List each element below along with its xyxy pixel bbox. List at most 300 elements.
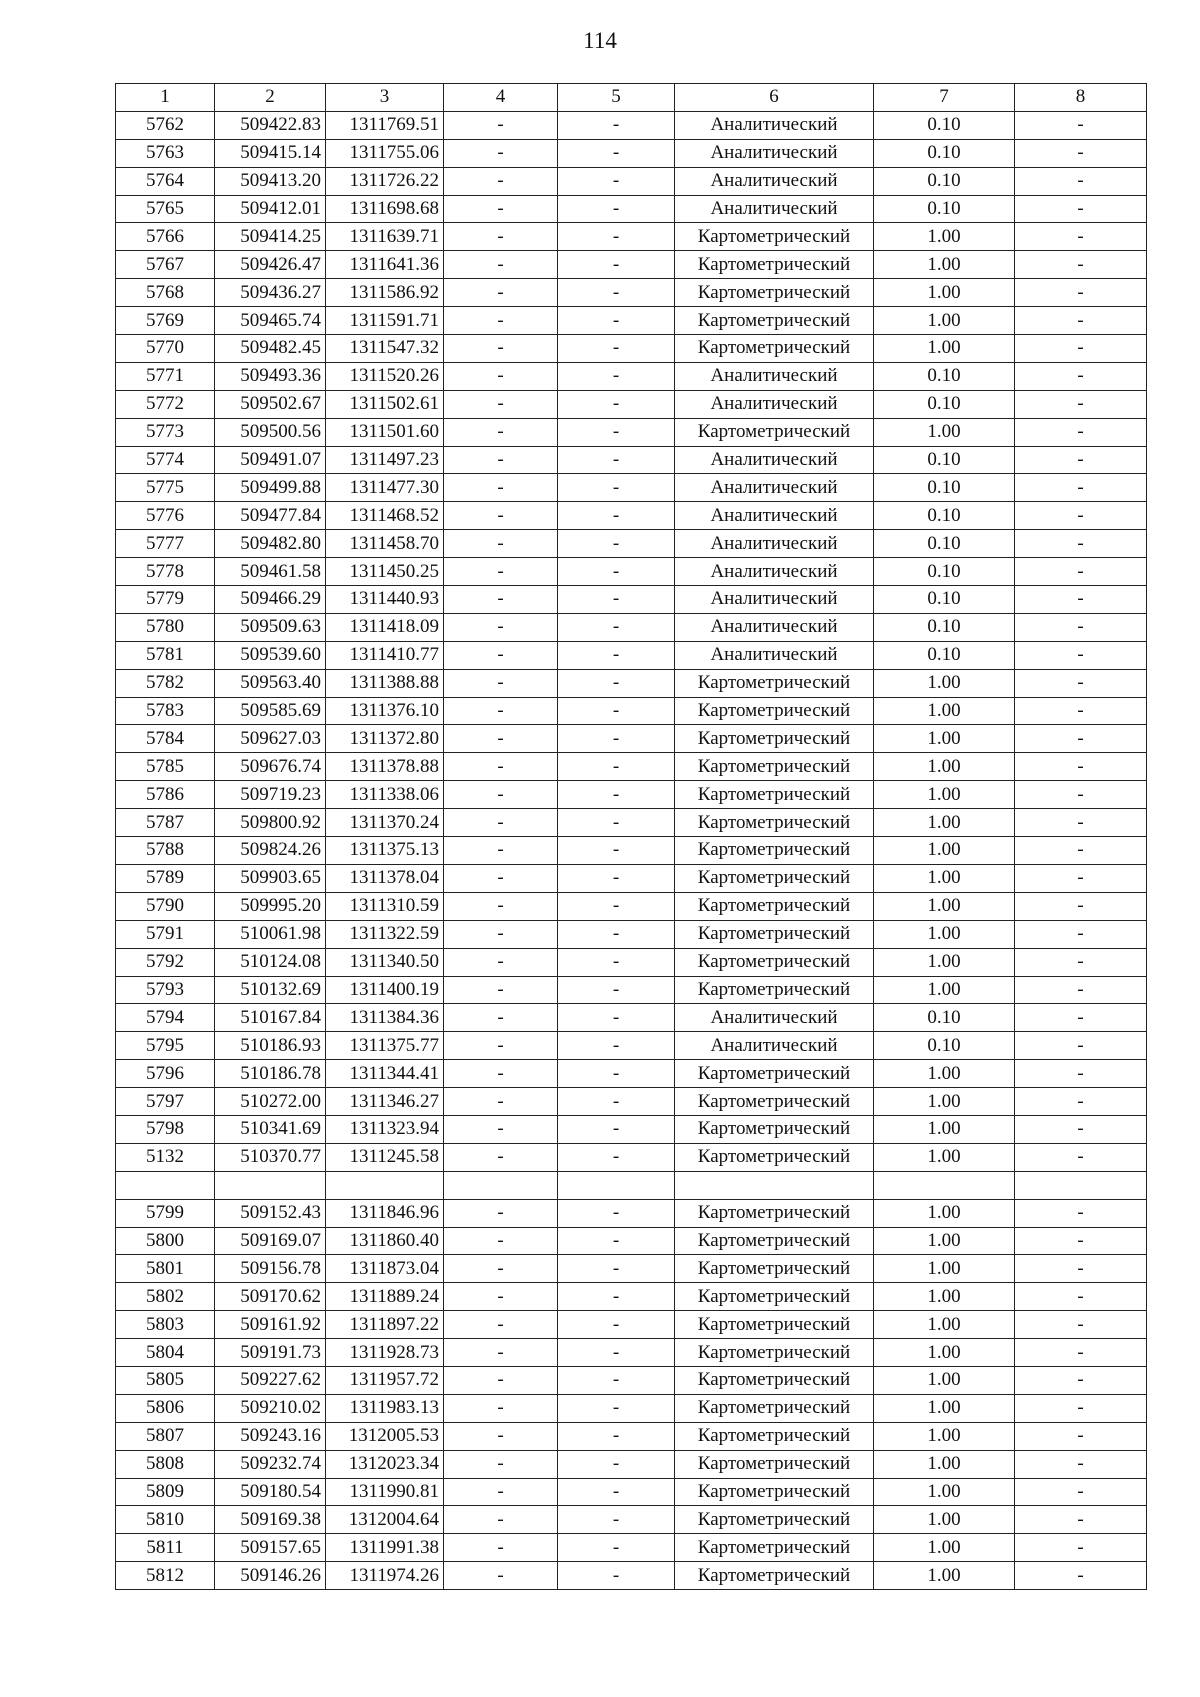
- cell-col-5: -: [558, 697, 675, 725]
- cell-point-id: 5132: [116, 1143, 215, 1171]
- cell-method: Картометрический: [675, 1506, 874, 1534]
- cell-y-coordinate: 1311502.61: [326, 390, 444, 418]
- cell-method: Аналитический: [675, 390, 874, 418]
- table-row: [116, 1171, 1147, 1199]
- table-row: [116, 167, 1147, 195]
- cell-col-8: -: [1015, 837, 1147, 865]
- cell-accuracy: 1.00: [874, 307, 1015, 335]
- cell-col-8: -: [1015, 1060, 1147, 1088]
- cell-y-coordinate: 1311344.41: [326, 1060, 444, 1088]
- cell-col-4: -: [444, 613, 558, 641]
- cell-method: Аналитический: [675, 1004, 874, 1032]
- cell-y-coordinate: 1311346.27: [326, 1088, 444, 1116]
- cell-col-8: [1015, 1171, 1147, 1199]
- cell-col-8: -: [1015, 111, 1147, 139]
- cell-method: Картометрический: [675, 837, 874, 865]
- cell-point-id: 5811: [116, 1534, 215, 1562]
- cell-col-8: -: [1015, 1255, 1147, 1283]
- cell-col-4: -: [444, 139, 558, 167]
- cell-col-5: -: [558, 1339, 675, 1367]
- cell-col-8: -: [1015, 613, 1147, 641]
- cell-y-coordinate: 1311340.50: [326, 948, 444, 976]
- cell-col-8: -: [1015, 1339, 1147, 1367]
- cell-col-4: -: [444, 586, 558, 614]
- column-header-7: 7: [874, 84, 1015, 112]
- cell-col-8: -: [1015, 1311, 1147, 1339]
- cell-x-coordinate: 509499.88: [215, 474, 326, 502]
- table-row: [116, 781, 1147, 809]
- cell-col-5: -: [558, 1115, 675, 1143]
- cell-method: Картометрический: [675, 1562, 874, 1590]
- table-row: [116, 1004, 1147, 1032]
- cell-x-coordinate: 509461.58: [215, 558, 326, 586]
- cell-accuracy: 0.10: [874, 530, 1015, 558]
- cell-y-coordinate: 1311418.09: [326, 613, 444, 641]
- cell-accuracy: 1.00: [874, 809, 1015, 837]
- cell-accuracy: 1.00: [874, 837, 1015, 865]
- cell-point-id: 5796: [116, 1060, 215, 1088]
- table-row: [116, 558, 1147, 586]
- cell-col-4: -: [444, 1088, 558, 1116]
- cell-accuracy: 1.00: [874, 948, 1015, 976]
- cell-col-5: -: [558, 976, 675, 1004]
- cell-method: Картометрический: [675, 1534, 874, 1562]
- cell-point-id: 5812: [116, 1562, 215, 1590]
- cell-point-id: 5775: [116, 474, 215, 502]
- cell-col-5: -: [558, 753, 675, 781]
- cell-point-id: 5810: [116, 1506, 215, 1534]
- table-body: [116, 111, 1147, 1589]
- cell-y-coordinate: 1311860.40: [326, 1227, 444, 1255]
- cell-point-id: 5789: [116, 864, 215, 892]
- cell-accuracy: 0.10: [874, 558, 1015, 586]
- cell-col-4: -: [444, 195, 558, 223]
- cell-col-4: -: [444, 558, 558, 586]
- cell-y-coordinate: 1311983.13: [326, 1394, 444, 1422]
- cell-col-4: -: [444, 1199, 558, 1227]
- cell-y-coordinate: 1311375.77: [326, 1032, 444, 1060]
- cell-col-8: -: [1015, 251, 1147, 279]
- cell-col-5: -: [558, 111, 675, 139]
- table-row: [116, 502, 1147, 530]
- cell-method: Аналитический: [675, 111, 874, 139]
- cell-method: Картометрический: [675, 279, 874, 307]
- cell-point-id: 5792: [116, 948, 215, 976]
- cell-accuracy: 1.00: [874, 1422, 1015, 1450]
- cell-accuracy: 1.00: [874, 1255, 1015, 1283]
- table-row: [116, 446, 1147, 474]
- cell-point-id: 5772: [116, 390, 215, 418]
- cell-col-5: -: [558, 1562, 675, 1590]
- cell-accuracy: 1.00: [874, 1227, 1015, 1255]
- table-row: [116, 307, 1147, 335]
- cell-y-coordinate: 1311323.94: [326, 1115, 444, 1143]
- cell-col-5: -: [558, 335, 675, 363]
- cell-x-coordinate: 509170.62: [215, 1283, 326, 1311]
- cell-method: Аналитический: [675, 586, 874, 614]
- cell-x-coordinate: 509414.25: [215, 223, 326, 251]
- cell-point-id: 5797: [116, 1088, 215, 1116]
- cell-x-coordinate: 510132.69: [215, 976, 326, 1004]
- cell-method: Картометрический: [675, 1088, 874, 1116]
- cell-accuracy: [874, 1171, 1015, 1199]
- cell-accuracy: 1.00: [874, 1366, 1015, 1394]
- cell-col-8: -: [1015, 1394, 1147, 1422]
- cell-col-5: -: [558, 586, 675, 614]
- cell-point-id: 5776: [116, 502, 215, 530]
- cell-col-8: -: [1015, 948, 1147, 976]
- cell-method: Аналитический: [675, 1032, 874, 1060]
- cell-col-5: -: [558, 920, 675, 948]
- column-header-3: 3: [326, 84, 444, 112]
- cell-point-id: 5777: [116, 530, 215, 558]
- cell-accuracy: 1.00: [874, 1283, 1015, 1311]
- cell-point-id: 5802: [116, 1283, 215, 1311]
- cell-method: Картометрический: [675, 1311, 874, 1339]
- cell-col-4: -: [444, 474, 558, 502]
- cell-accuracy: 1.00: [874, 1060, 1015, 1088]
- cell-x-coordinate: 509482.80: [215, 530, 326, 558]
- cell-point-id: 5762: [116, 111, 215, 139]
- cell-point-id: 5799: [116, 1199, 215, 1227]
- cell-y-coordinate: 1311698.68: [326, 195, 444, 223]
- table-row: [116, 1143, 1147, 1171]
- cell-method: Картометрический: [675, 1143, 874, 1171]
- page-number: 114: [583, 28, 617, 53]
- cell-y-coordinate: 1311501.60: [326, 418, 444, 446]
- cell-accuracy: 1.00: [874, 1534, 1015, 1562]
- cell-col-5: -: [558, 558, 675, 586]
- cell-y-coordinate: 1311755.06: [326, 139, 444, 167]
- cell-col-4: -: [444, 781, 558, 809]
- cell-point-id: 5807: [116, 1422, 215, 1450]
- cell-method: Картометрический: [675, 1255, 874, 1283]
- table-row: [116, 195, 1147, 223]
- cell-y-coordinate: 1311338.06: [326, 781, 444, 809]
- cell-accuracy: 0.10: [874, 641, 1015, 669]
- cell-x-coordinate: 509157.65: [215, 1534, 326, 1562]
- cell-col-8: -: [1015, 167, 1147, 195]
- cell-col-4: -: [444, 1506, 558, 1534]
- cell-col-5: -: [558, 1032, 675, 1060]
- cell-y-coordinate: [326, 1171, 444, 1199]
- cell-x-coordinate: 509227.62: [215, 1366, 326, 1394]
- cell-method: Картометрический: [675, 1283, 874, 1311]
- cell-col-5: -: [558, 418, 675, 446]
- cell-x-coordinate: 509676.74: [215, 753, 326, 781]
- table-row: [116, 1450, 1147, 1478]
- cell-method: Аналитический: [675, 362, 874, 390]
- cell-point-id: 5778: [116, 558, 215, 586]
- cell-x-coordinate: 509210.02: [215, 1394, 326, 1422]
- cell-y-coordinate: 1311769.51: [326, 111, 444, 139]
- table-row: [116, 474, 1147, 502]
- cell-point-id: 5764: [116, 167, 215, 195]
- table-header-row: [116, 84, 1147, 112]
- cell-col-8: -: [1015, 725, 1147, 753]
- cell-y-coordinate: 1311372.80: [326, 725, 444, 753]
- cell-x-coordinate: 510124.08: [215, 948, 326, 976]
- cell-col-8: -: [1015, 1227, 1147, 1255]
- cell-col-4: -: [444, 111, 558, 139]
- cell-point-id: 5790: [116, 892, 215, 920]
- cell-method: Картометрический: [675, 920, 874, 948]
- cell-col-5: -: [558, 809, 675, 837]
- table-row: [116, 948, 1147, 976]
- cell-col-5: -: [558, 892, 675, 920]
- cell-col-4: -: [444, 1422, 558, 1450]
- cell-method: Картометрический: [675, 418, 874, 446]
- cell-col-4: -: [444, 167, 558, 195]
- cell-col-4: -: [444, 948, 558, 976]
- cell-col-4: -: [444, 1255, 558, 1283]
- cell-accuracy: 1.00: [874, 753, 1015, 781]
- table-row: [116, 1422, 1147, 1450]
- cell-point-id: 5785: [116, 753, 215, 781]
- table-row: [116, 1478, 1147, 1506]
- cell-col-5: -: [558, 1060, 675, 1088]
- cell-col-8: -: [1015, 641, 1147, 669]
- cell-y-coordinate: 1311375.13: [326, 837, 444, 865]
- cell-col-5: -: [558, 1311, 675, 1339]
- cell-y-coordinate: 1311245.58: [326, 1143, 444, 1171]
- cell-accuracy: 1.00: [874, 335, 1015, 363]
- cell-col-8: -: [1015, 920, 1147, 948]
- cell-col-5: -: [558, 223, 675, 251]
- cell-y-coordinate: 1311846.96: [326, 1199, 444, 1227]
- cell-accuracy: 0.10: [874, 139, 1015, 167]
- cell-col-8: -: [1015, 976, 1147, 1004]
- cell-x-coordinate: 509627.03: [215, 725, 326, 753]
- table-row: [116, 1534, 1147, 1562]
- cell-x-coordinate: 509436.27: [215, 279, 326, 307]
- table-row: [116, 418, 1147, 446]
- cell-x-coordinate: 509800.92: [215, 809, 326, 837]
- cell-col-5: -: [558, 1199, 675, 1227]
- cell-point-id: 5786: [116, 781, 215, 809]
- cell-col-4: -: [444, 1366, 558, 1394]
- cell-method: Картометрический: [675, 892, 874, 920]
- cell-y-coordinate: 1311378.04: [326, 864, 444, 892]
- cell-y-coordinate: 1311991.38: [326, 1534, 444, 1562]
- cell-col-5: -: [558, 1283, 675, 1311]
- cell-col-5: [558, 1171, 675, 1199]
- cell-method: [675, 1171, 874, 1199]
- cell-accuracy: 0.10: [874, 586, 1015, 614]
- cell-col-4: -: [444, 335, 558, 363]
- cell-accuracy: 1.00: [874, 1143, 1015, 1171]
- cell-x-coordinate: 509502.67: [215, 390, 326, 418]
- cell-y-coordinate: 1311310.59: [326, 892, 444, 920]
- cell-accuracy: 1.00: [874, 1088, 1015, 1116]
- cell-col-8: -: [1015, 446, 1147, 474]
- cell-point-id: 5771: [116, 362, 215, 390]
- cell-x-coordinate: 509465.74: [215, 307, 326, 335]
- cell-method: Аналитический: [675, 641, 874, 669]
- cell-y-coordinate: 1311547.32: [326, 335, 444, 363]
- cell-y-coordinate: 1311928.73: [326, 1339, 444, 1367]
- table-row: [116, 753, 1147, 781]
- cell-col-8: -: [1015, 1004, 1147, 1032]
- table-row: [116, 837, 1147, 865]
- cell-method: Картометрический: [675, 1227, 874, 1255]
- table-row: [116, 697, 1147, 725]
- cell-col-5: -: [558, 781, 675, 809]
- cell-y-coordinate: 1311458.70: [326, 530, 444, 558]
- cell-point-id: 5808: [116, 1450, 215, 1478]
- cell-method: Картометрический: [675, 725, 874, 753]
- cell-y-coordinate: 1311410.77: [326, 641, 444, 669]
- cell-col-8: -: [1015, 1478, 1147, 1506]
- cell-col-5: -: [558, 837, 675, 865]
- table-row: [116, 335, 1147, 363]
- cell-accuracy: 1.00: [874, 920, 1015, 948]
- cell-accuracy: 0.10: [874, 446, 1015, 474]
- table-row: [116, 809, 1147, 837]
- cell-y-coordinate: 1311520.26: [326, 362, 444, 390]
- table-row: [116, 920, 1147, 948]
- cell-point-id: 5803: [116, 1311, 215, 1339]
- cell-col-8: -: [1015, 892, 1147, 920]
- table-row: [116, 530, 1147, 558]
- cell-x-coordinate: 510167.84: [215, 1004, 326, 1032]
- cell-x-coordinate: 510272.00: [215, 1088, 326, 1116]
- cell-accuracy: 0.10: [874, 1032, 1015, 1060]
- cell-col-4: -: [444, 669, 558, 697]
- cell-col-5: -: [558, 251, 675, 279]
- cell-col-5: -: [558, 502, 675, 530]
- cell-point-id: 5787: [116, 809, 215, 837]
- cell-x-coordinate: 510370.77: [215, 1143, 326, 1171]
- cell-point-id: 5793: [116, 976, 215, 1004]
- cell-accuracy: 1.00: [874, 1311, 1015, 1339]
- cell-point-id: 5769: [116, 307, 215, 335]
- cell-x-coordinate: 509824.26: [215, 837, 326, 865]
- cell-y-coordinate: 1311586.92: [326, 279, 444, 307]
- cell-method: Картометрический: [675, 1450, 874, 1478]
- cell-method: Картометрический: [675, 864, 874, 892]
- cell-col-4: -: [444, 725, 558, 753]
- cell-col-8: -: [1015, 335, 1147, 363]
- cell-x-coordinate: 509152.43: [215, 1199, 326, 1227]
- cell-col-5: -: [558, 948, 675, 976]
- cell-y-coordinate: 1311477.30: [326, 474, 444, 502]
- cell-accuracy: 1.00: [874, 697, 1015, 725]
- cell-col-8: -: [1015, 697, 1147, 725]
- cell-col-8: -: [1015, 1562, 1147, 1590]
- cell-x-coordinate: 509415.14: [215, 139, 326, 167]
- cell-y-coordinate: 1311897.22: [326, 1311, 444, 1339]
- cell-method: Картометрический: [675, 1199, 874, 1227]
- cell-col-4: -: [444, 1060, 558, 1088]
- cell-col-4: -: [444, 892, 558, 920]
- cell-col-8: -: [1015, 864, 1147, 892]
- table-row: [116, 111, 1147, 139]
- column-header-5: 5: [558, 84, 675, 112]
- cell-accuracy: 0.10: [874, 362, 1015, 390]
- column-header-1: 1: [116, 84, 215, 112]
- cell-accuracy: 0.10: [874, 195, 1015, 223]
- cell-y-coordinate: 1311440.93: [326, 586, 444, 614]
- cell-col-5: -: [558, 1422, 675, 1450]
- table-row: [116, 1506, 1147, 1534]
- table-row: [116, 390, 1147, 418]
- cell-method: Картометрический: [675, 1115, 874, 1143]
- cell-col-5: -: [558, 167, 675, 195]
- cell-col-4: -: [444, 864, 558, 892]
- cell-col-4: -: [444, 223, 558, 251]
- cell-col-5: -: [558, 613, 675, 641]
- cell-method: Картометрический: [675, 1478, 874, 1506]
- cell-col-4: -: [444, 1339, 558, 1367]
- cell-x-coordinate: 509422.83: [215, 111, 326, 139]
- cell-point-id: 5766: [116, 223, 215, 251]
- column-header-2: 2: [215, 84, 326, 112]
- cell-x-coordinate: 510061.98: [215, 920, 326, 948]
- cell-accuracy: 0.10: [874, 111, 1015, 139]
- cell-x-coordinate: 509563.40: [215, 669, 326, 697]
- cell-x-coordinate: 509232.74: [215, 1450, 326, 1478]
- table-row: [116, 1255, 1147, 1283]
- cell-x-coordinate: 509995.20: [215, 892, 326, 920]
- cell-col-8: -: [1015, 1366, 1147, 1394]
- cell-col-8: -: [1015, 1143, 1147, 1171]
- table-row: [116, 669, 1147, 697]
- cell-col-5: -: [558, 139, 675, 167]
- table-row: [116, 725, 1147, 753]
- cell-col-4: -: [444, 307, 558, 335]
- column-header-6: 6: [675, 84, 874, 112]
- table-row: [116, 139, 1147, 167]
- cell-col-8: -: [1015, 781, 1147, 809]
- cell-point-id: 5763: [116, 139, 215, 167]
- cell-point-id: 5809: [116, 1478, 215, 1506]
- cell-y-coordinate: 1311370.24: [326, 809, 444, 837]
- cell-point-id: 5781: [116, 641, 215, 669]
- cell-col-4: -: [444, 1115, 558, 1143]
- cell-point-id: 5798: [116, 1115, 215, 1143]
- cell-col-8: -: [1015, 530, 1147, 558]
- cell-point-id: 5765: [116, 195, 215, 223]
- column-header-4: 4: [444, 84, 558, 112]
- cell-y-coordinate: 1311450.25: [326, 558, 444, 586]
- cell-point-id: 5791: [116, 920, 215, 948]
- cell-col-4: [444, 1171, 558, 1199]
- table-row: [116, 1032, 1147, 1060]
- cell-col-8: -: [1015, 279, 1147, 307]
- cell-accuracy: 0.10: [874, 474, 1015, 502]
- cell-col-4: -: [444, 1534, 558, 1562]
- cell-col-4: -: [444, 1562, 558, 1590]
- cell-x-coordinate: 509243.16: [215, 1422, 326, 1450]
- cell-method: Картометрический: [675, 223, 874, 251]
- table-row: [116, 223, 1147, 251]
- table-row: [116, 362, 1147, 390]
- cell-col-5: -: [558, 279, 675, 307]
- cell-method: Картометрический: [675, 1394, 874, 1422]
- cell-y-coordinate: 1311497.23: [326, 446, 444, 474]
- cell-y-coordinate: 1311873.04: [326, 1255, 444, 1283]
- cell-col-5: -: [558, 669, 675, 697]
- cell-method: Картометрический: [675, 669, 874, 697]
- cell-col-8: -: [1015, 669, 1147, 697]
- cell-point-id: 5795: [116, 1032, 215, 1060]
- cell-col-4: -: [444, 1143, 558, 1171]
- cell-col-8: -: [1015, 1422, 1147, 1450]
- cell-method: Картометрический: [675, 976, 874, 1004]
- cell-col-4: -: [444, 390, 558, 418]
- table-row: [116, 251, 1147, 279]
